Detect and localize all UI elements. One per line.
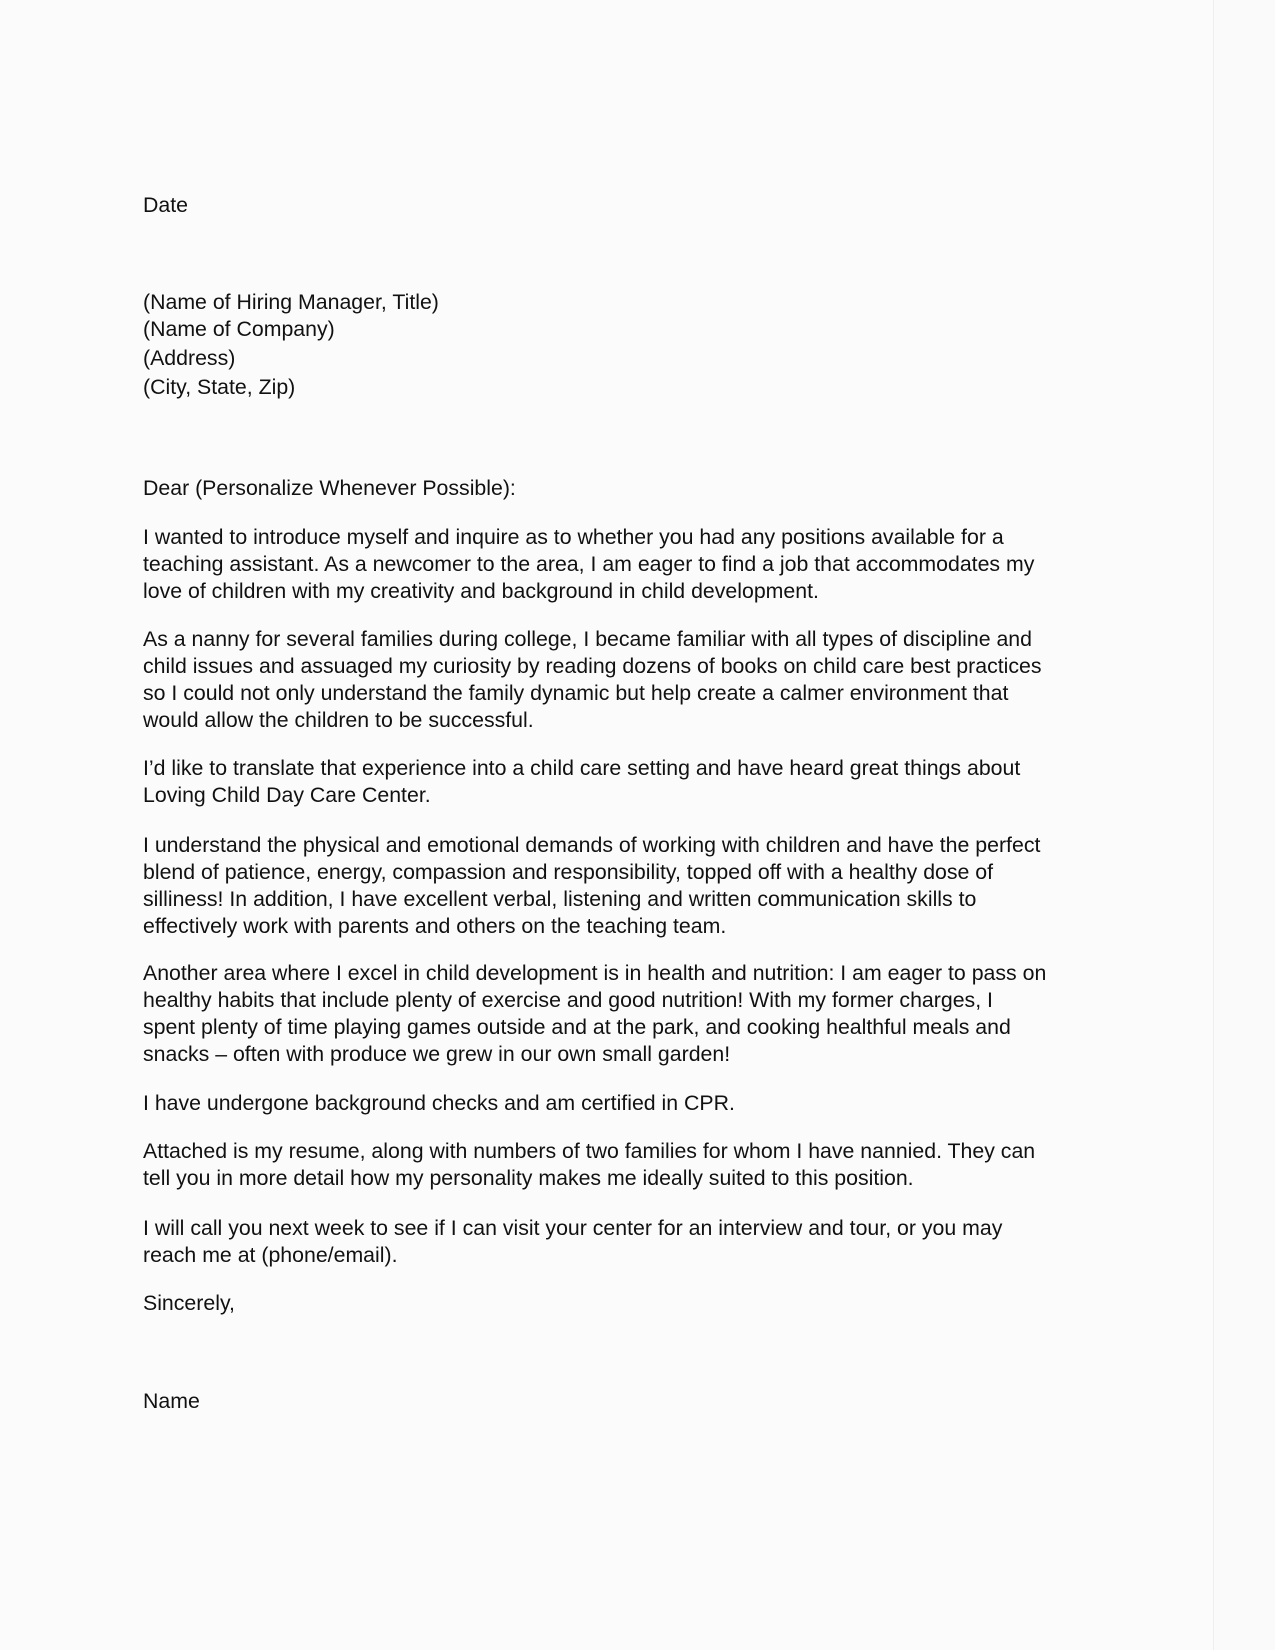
paragraph-2 [143, 626, 1042, 734]
paragraph-line: teaching assistant. As a newcomer to the area, I am eager to find a job that accommodates my [143, 552, 1035, 576]
recipient-address [143, 289, 439, 401]
paragraph-3 [143, 755, 1020, 809]
paragraph-line: healthy habits that include plenty of exercise and good nutrition! With my former charges, I [143, 988, 993, 1012]
recipient-line: (City, State, Zip) [143, 375, 296, 399]
paragraph-line: I have undergone background checks and am certified in CPR. [143, 1091, 735, 1115]
recipient-line: (Name of Hiring Manager, Title) [143, 290, 439, 314]
signature-text: Name [143, 1389, 200, 1413]
closing [143, 1290, 235, 1317]
signature [143, 1388, 200, 1415]
paragraph-line: I understand the physical and emotional demands of working with children and have the perfect [143, 833, 1041, 857]
paragraph-line: Loving Child Day Care Center. [143, 783, 431, 807]
paragraph-5 [143, 960, 1046, 1068]
recipient-line: (Address) [143, 346, 236, 370]
closing-text: Sincerely, [143, 1291, 235, 1315]
paragraph-line: blend of patience, energy, compassion and responsibility, topped off with a healthy dose of [143, 860, 994, 884]
salutation-text: Dear (Personalize Whenever Possible): [143, 476, 516, 500]
paragraph-line: so I could not only understand the family dynamic but help create a calmer environment that [143, 681, 1009, 705]
paragraph-line: silliness! In addition, I have excellent verbal, listening and written communication skills to [143, 887, 977, 911]
paragraph-line: effectively work with parents and others on the teaching team. [143, 914, 727, 938]
paragraph-line: I wanted to introduce myself and inquire as to whether you had any positions available for a [143, 525, 1004, 549]
paragraph-line: As a nanny for several families during college, I became familiar with all types of discipline and [143, 627, 1032, 651]
paragraph-line: I’d like to translate that experience into a child care setting and have heard great things about [143, 756, 1021, 780]
paragraph-line: Attached is my resume, along with numbers of two families for whom I have nannied. They can [143, 1139, 1036, 1163]
date [143, 192, 188, 219]
paragraph-6 [143, 1090, 735, 1117]
paragraph-4 [143, 832, 1040, 940]
paragraph-line: spent plenty of time playing games outside and at the park, and cooking healthful meals and [143, 1015, 1011, 1039]
paragraph-line: Another area where I excel in child development is in health and nutrition: I am eager to pass on [143, 961, 1047, 985]
paragraph-line: I will call you next week to see if I can visit your center for an interview and tour, or you may [143, 1216, 1003, 1240]
paragraph-line: tell you in more detail how my personality makes me ideally suited to this position. [143, 1166, 914, 1190]
paragraph-7 [143, 1138, 1035, 1192]
salutation [143, 475, 516, 502]
paragraph-line: child issues and assuaged my curiosity by reading dozens of books on child care best practices [143, 654, 1042, 678]
paragraph-line: love of children with my creativity and background in child development. [143, 579, 819, 603]
paragraph-line: reach me at (phone/email). [143, 1243, 398, 1267]
paragraph-8 [143, 1215, 1002, 1269]
date-text: Date [143, 193, 188, 217]
recipient-line: (Name of Company) [143, 317, 335, 341]
paragraph-1 [143, 524, 1034, 605]
paragraph-line: would allow the children to be successful. [143, 708, 534, 732]
paragraph-line: snacks – often with produce we grew in our own small garden! [143, 1042, 731, 1066]
